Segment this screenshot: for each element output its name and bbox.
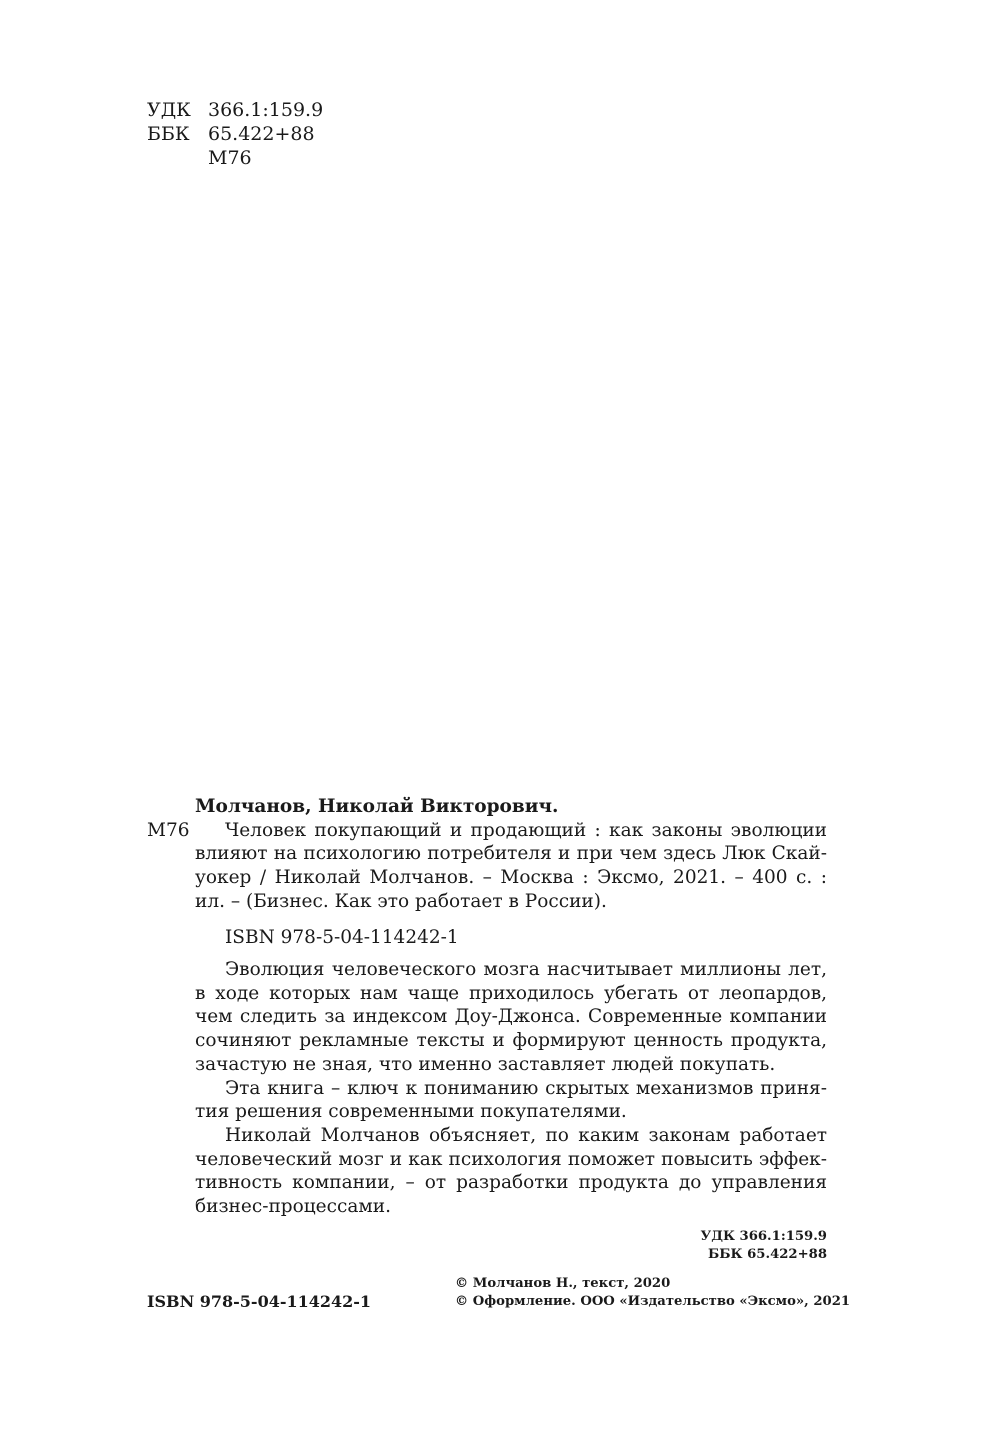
bottom-isbn: ISBN 978-5-04-114242-1 (147, 1292, 372, 1311)
udk-row (147, 98, 323, 122)
record-author-mark: М76 (147, 819, 190, 841)
record-author: Молчанов, Николай Викторович. (195, 796, 559, 817)
bbk-label: ББК (147, 123, 190, 145)
copyright-text: © Молчанов Н., текст, 2020 (455, 1276, 671, 1291)
bbk-row (147, 122, 323, 146)
record-description-row (147, 819, 827, 914)
bottom-udk: УДК 366.1:159.9 (700, 1229, 827, 1244)
bbk-value: 65.422+88 (208, 123, 315, 145)
annotation-paragraph: Николай Молчанов объясняет, по каким законам работает человеческий мозг и как психология поможет повысить эффективность компании, – от разработки продукта до управления бизнес-процессами. (195, 1124, 827, 1218)
bottom-bbk: ББК 65.422+88 (708, 1246, 827, 1262)
record-description: Человек покупающий и продающий : как законы эволюции влияют на психологию потребителя и при чем здесь Люк Скайуокер / Николай Молчанов. – Москва : Эксмо, 2021. – 400 с. : ил. – (Бизнес. Как это работает в России). (195, 819, 827, 912)
annotation (195, 958, 827, 1219)
annotation-paragraph: Эволюция человеческого мозга насчитывает миллионы лет, в ходе которых нам чаще приходилось убегать от леопардов, чем следить за индексом Доу-Джонса. Современные компании сочиняют рекламные тексты и формируют ценность продукта, зачастую не зная, что именно заставляет людей покупать. (195, 959, 827, 1075)
copyright-design: © Оформление. ООО «Издательство «Эксмо», 2021 (455, 1294, 851, 1309)
author-mark: М76 (208, 147, 252, 169)
bottom-classification (700, 1228, 827, 1263)
annotation-paragraph: Эта книга – ключ к пониманию скрытых механизмов принятия решения современными покупателями. (195, 1077, 827, 1123)
copyright-block (455, 1275, 850, 1311)
udk-value: 366.1:159.9 (208, 99, 324, 121)
record-isbn: ISBN 978-5-04-114242-1 (225, 926, 459, 948)
udk-label: УДК (147, 99, 191, 121)
classification-block (147, 98, 323, 170)
bibliographic-record (147, 795, 827, 949)
author-mark-row (147, 146, 323, 170)
